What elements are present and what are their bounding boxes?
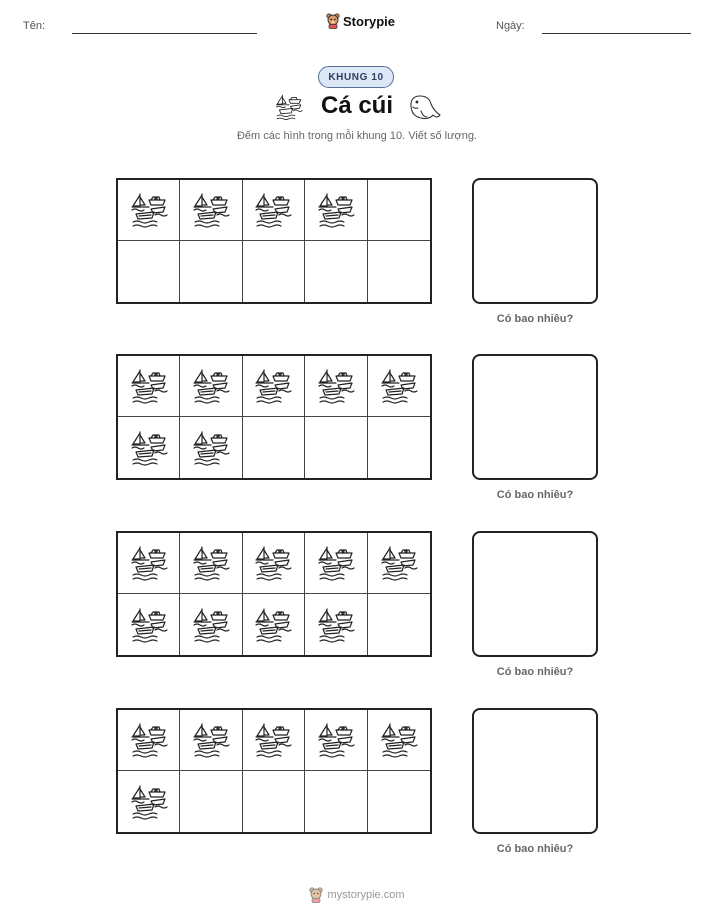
boats-on-water-icon — [129, 367, 169, 405]
ten-frame-cell — [368, 533, 430, 594]
manatee-icon — [407, 93, 443, 123]
boats-on-water-icon — [129, 191, 169, 229]
ten-frame-cell — [243, 594, 305, 655]
ten-frame-cell — [305, 771, 367, 832]
boats-on-water-icon — [316, 721, 356, 759]
ten-frame-cell — [368, 180, 430, 241]
ten-frame-cell — [243, 533, 305, 594]
ten-frame-2 — [116, 354, 432, 480]
boats-on-water-icon — [253, 191, 293, 229]
ten-frame-cell — [368, 356, 430, 417]
ten-frame-cell — [118, 533, 180, 594]
how-many-prompt-1: Có bao nhiêu? — [496, 313, 574, 325]
boats-on-water-icon — [129, 721, 169, 759]
ten-frame-cell — [118, 594, 180, 655]
ten-frame-cell — [180, 533, 242, 594]
boats-on-water-icon — [129, 783, 169, 821]
boats-on-water-icon — [253, 367, 293, 405]
boats-on-water-icon — [379, 721, 419, 759]
ten-frame-cell — [118, 356, 180, 417]
ten-frame-cell — [118, 180, 180, 241]
storypie-logo — [326, 13, 395, 29]
ten-frame-cell — [243, 180, 305, 241]
boats-on-water-icon — [379, 544, 419, 582]
date-input-line[interactable] — [542, 33, 691, 34]
ten-frame-cell — [180, 180, 242, 241]
ten-frame-cell — [180, 356, 242, 417]
ten-frame-cell — [180, 241, 242, 302]
ten-frame-cell — [305, 241, 367, 302]
ten-frame-cell — [368, 241, 430, 302]
boats-on-water-icon — [379, 367, 419, 405]
boats-on-water-icon — [191, 544, 231, 582]
boats-on-water-icon — [191, 721, 231, 759]
boats-on-water-icon — [129, 544, 169, 582]
how-many-prompt-3: Có bao nhiêu? — [496, 666, 574, 678]
answer-box-1[interactable] — [472, 178, 598, 304]
page-title: Cá cúi — [320, 92, 394, 119]
footer — [0, 887, 714, 903]
ten-frame-cell — [243, 356, 305, 417]
boats-on-water-icon — [253, 606, 293, 644]
answer-box-3[interactable] — [472, 531, 598, 657]
boats-on-water-icon — [316, 606, 356, 644]
boats-on-water-icon — [129, 429, 169, 467]
how-many-prompt-2: Có bao nhiêu? — [496, 489, 574, 501]
ten-frame-cell — [305, 710, 367, 771]
ten-frame-cell — [180, 417, 242, 478]
ten-frame-cell — [305, 533, 367, 594]
instructions: Đếm các hình trong mỗi khung 10. Viết số lượng. — [236, 130, 477, 142]
ten-frame-1 — [116, 178, 432, 304]
boats-on-water-icon — [316, 544, 356, 582]
ten-frame-badge: KHUNG 10 — [318, 66, 394, 88]
brand-name: Storypie — [343, 13, 396, 29]
bear-mascot-icon — [326, 13, 340, 29]
boats-on-water-icon — [191, 191, 231, 229]
boats-on-water-icon — [191, 367, 231, 405]
answer-box-4[interactable] — [472, 708, 598, 834]
ten-frame-4 — [116, 708, 432, 834]
ten-frame-cell — [305, 180, 367, 241]
date-label: Ngày: — [496, 20, 525, 32]
bear-mascot-icon — [309, 887, 323, 903]
ten-frame-cell — [180, 771, 242, 832]
ten-frame-cell — [180, 710, 242, 771]
ten-frame-cell — [118, 241, 180, 302]
footer-url: mystorypie.com — [327, 889, 405, 901]
ten-frame-cell — [243, 771, 305, 832]
boats-on-water-icon — [253, 721, 293, 759]
ten-frame-cell — [305, 356, 367, 417]
ten-frame-cell — [368, 710, 430, 771]
ten-frame-cell — [368, 417, 430, 478]
ten-frame-cell — [118, 417, 180, 478]
ten-frame-3 — [116, 531, 432, 657]
boats-on-water-icon — [191, 606, 231, 644]
how-many-prompt-4: Có bao nhiêu? — [496, 843, 574, 855]
ten-frame-cell — [368, 771, 430, 832]
ten-frame-cell — [243, 417, 305, 478]
ten-frame-cell — [305, 594, 367, 655]
ten-frame-cell — [368, 594, 430, 655]
ten-frame-cell — [118, 710, 180, 771]
ten-frame-cell — [243, 710, 305, 771]
boats-on-water-icon — [129, 606, 169, 644]
name-label: Tên: — [23, 20, 46, 32]
ten-frame-cell — [305, 417, 367, 478]
ten-frame-cell — [243, 241, 305, 302]
answer-box-2[interactable] — [472, 354, 598, 480]
name-input-line[interactable] — [72, 33, 257, 34]
ten-frame-cell — [180, 594, 242, 655]
ten-frame-cell — [118, 771, 180, 832]
boats-on-water-icon — [191, 429, 231, 467]
boats-on-water-icon — [316, 367, 356, 405]
boats-on-water-icon — [316, 191, 356, 229]
boats-on-water-icon — [253, 544, 293, 582]
